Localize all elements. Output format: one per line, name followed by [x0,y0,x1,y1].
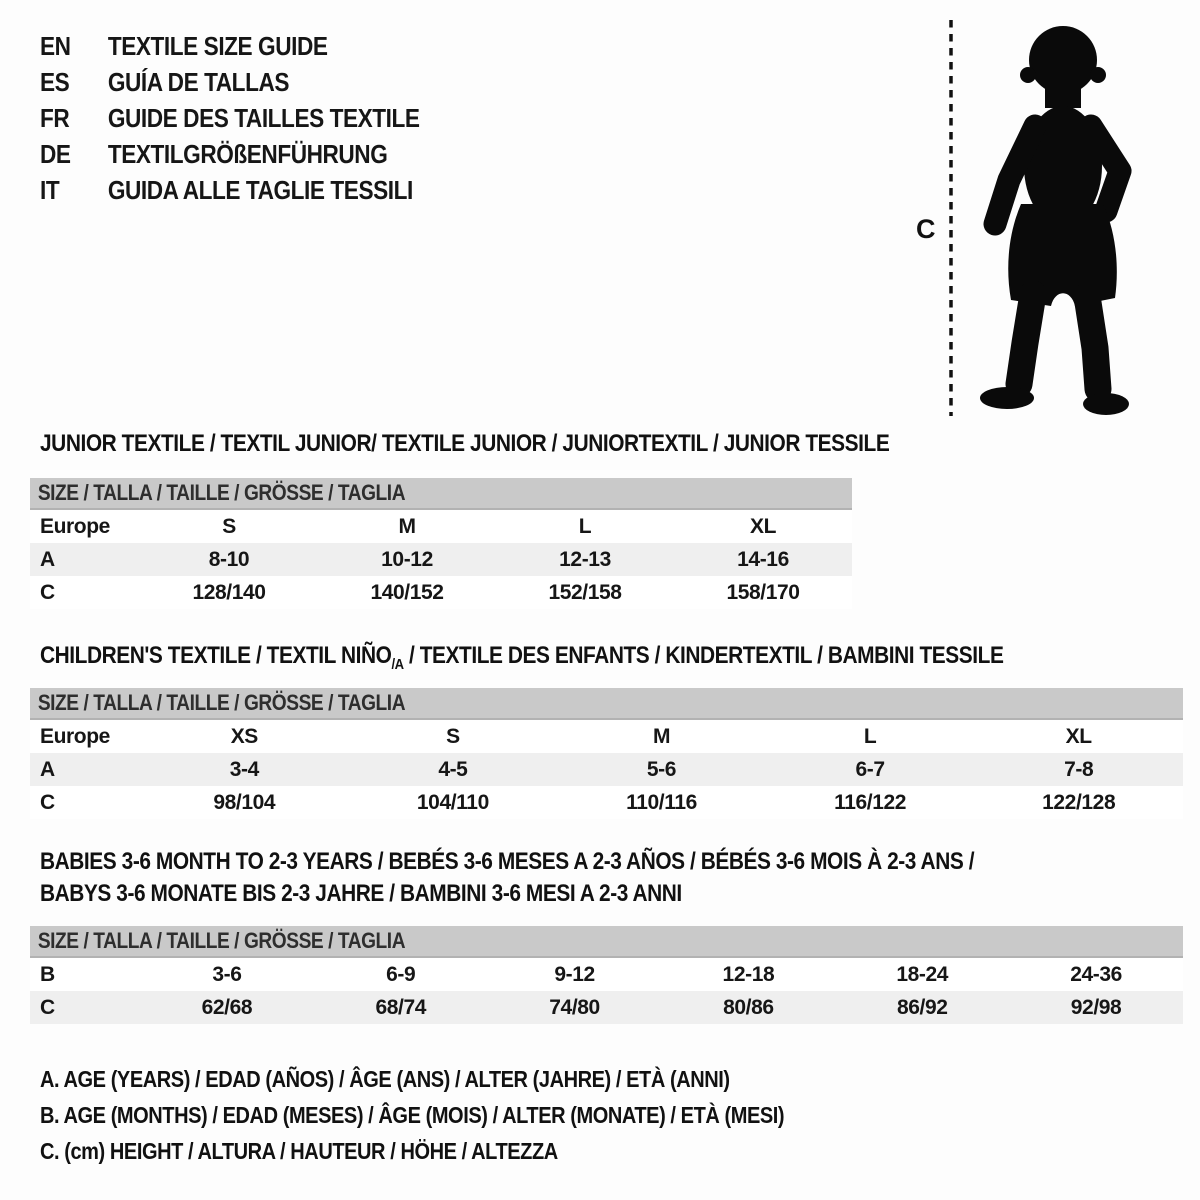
size-cell: XS [230,724,258,748]
age-cell: 10-12 [381,547,433,571]
row-label: C [40,580,55,604]
age-cell: 5-6 [646,757,677,781]
months-cell: 24-36 [1070,962,1122,986]
months-cell: 3-6 [212,962,242,986]
children-size-table [30,688,1183,819]
language-code: DE [40,138,71,169]
size-header-bar [30,926,1183,958]
row-label: B [40,962,55,986]
language-label: GUIDA ALLE TAGLIE TESSILI [107,174,413,205]
size-header-label: SIZE / TALLA / TAILLE / GRÖSSE / TAGLIA [37,928,406,953]
height-cell: 110/116 [626,790,697,814]
height-cell: 104/110 [416,790,489,814]
table-row-height [30,991,1183,1024]
months-cell: 6-9 [386,962,416,986]
height-cell: 98/104 [213,790,276,814]
height-cell: 152/158 [548,580,622,604]
legend [40,1066,895,1174]
row-label: C [40,790,55,814]
children-title-suffix: / TEXTILE DES ENFANTS / KINDERTEXTIL / BAMBINI TESSILE [403,642,1004,669]
language-row [40,136,420,172]
babies-title-line1: BABIES 3-6 MONTH TO 2-3 YEARS / BEBÉS 3-6 MESES A 2-3 AÑOS / BÉBÉS 3-6 MOIS À 2-3 ANS / [40,848,975,875]
table-row-age [30,543,852,576]
language-row [40,172,420,208]
children-section-title [40,642,1003,673]
size-cell: L [578,514,592,538]
language-list [40,28,476,208]
age-cell: 6-7 [855,757,885,781]
height-cell: 80/86 [723,995,774,1019]
height-cell: 116/122 [834,790,907,814]
age-cell: 4-5 [438,757,468,781]
toddler-silhouette [980,26,1129,415]
children-title-sub: /A [391,656,404,673]
size-cell: M [652,724,671,748]
table-row-height [30,576,852,609]
language-code: IT [40,174,60,205]
language-label: TEXTILGRÖßENFÜHRUNG [107,138,388,169]
height-cell: 68/74 [375,995,427,1019]
height-cell: 92/98 [1070,995,1122,1019]
table-row-months [30,958,1183,991]
row-label: Europe [40,514,110,538]
height-cell: 62/68 [201,995,253,1019]
age-cell: 8-10 [208,547,250,571]
size-cell: M [398,514,416,538]
babies-size-table [30,926,1183,1024]
row-label: C [40,995,55,1019]
children-title-prefix: CHILDREN'S TEXTILE / TEXTIL NIÑO [40,642,392,669]
language-code: ES [40,66,70,97]
language-row [40,28,420,64]
height-cell: 122/128 [1042,790,1116,814]
row-label: A [40,757,55,781]
legend-line-a: A. AGE (YEARS) / EDAD (AÑOS) / ÂGE (ANS) / ALTER (JAHRE) / ETÀ (ANNI) [40,1066,730,1092]
months-cell: 9-12 [554,962,595,986]
age-cell: 12-13 [559,547,611,571]
size-header-bar [30,478,852,510]
size-header-label: SIZE / TALLA / TAILLE / GRÖSSE / TAGLIA [37,690,406,715]
babies-title-line2: BABYS 3-6 MONATE BIS 2-3 JAHRE / BAMBINI 3-6 MESI A 2-3 ANNI [40,880,682,907]
table-row-age [30,753,1183,786]
height-cell: 128/140 [192,580,266,604]
age-cell: 7-8 [1064,757,1094,781]
language-row [40,100,420,136]
language-label: GUÍA DE TALLAS [107,66,290,97]
size-cell: S [446,724,460,748]
table-row-height [30,786,1183,819]
height-cell: 86/92 [896,995,948,1019]
language-label: TEXTILE SIZE GUIDE [107,30,328,61]
size-cell: S [222,514,236,538]
size-header-label: SIZE / TALLA / TAILLE / GRÖSSE / TAGLIA [37,480,406,505]
babies-section-title [40,846,974,910]
size-cell: XL [749,514,777,538]
legend-line-b: B. AGE (MONTHS) / EDAD (MESES) / ÂGE (MOIS) / ALTER (MONATE) / ETÀ (MESI) [40,1102,785,1128]
size-header-bar [30,688,1183,720]
language-code: FR [40,102,70,133]
legend-line-c: C. (cm) HEIGHT / ALTURA / HAUTEUR / HÖHE / ALTEZZA [40,1138,558,1164]
size-cell: XL [1065,724,1092,748]
junior-section-title: JUNIOR TEXTILE / TEXTIL JUNIOR/ TEXTILE JUNIOR / JUNIORTEXTIL / JUNIOR TESSILE [40,430,890,457]
junior-size-table [30,478,852,609]
row-label: A [40,547,55,571]
language-row [40,64,420,100]
table-row-europe [30,510,852,543]
toddler-figure [930,8,1148,422]
age-cell: 14-16 [737,547,789,571]
language-label: GUIDE DES TAILLES TEXTILE [107,102,420,133]
language-code: EN [40,30,71,61]
size-cell: L [863,724,877,748]
height-cell: 74/80 [549,995,600,1019]
table-row-europe [30,720,1183,753]
row-label: Europe [40,724,110,748]
measure-label-c: C [916,214,936,244]
height-cell: 158/170 [726,580,800,604]
months-cell: 18-24 [896,962,949,986]
months-cell: 12-18 [722,962,775,986]
age-cell: 3-4 [229,757,259,781]
height-cell: 140/152 [370,580,444,604]
